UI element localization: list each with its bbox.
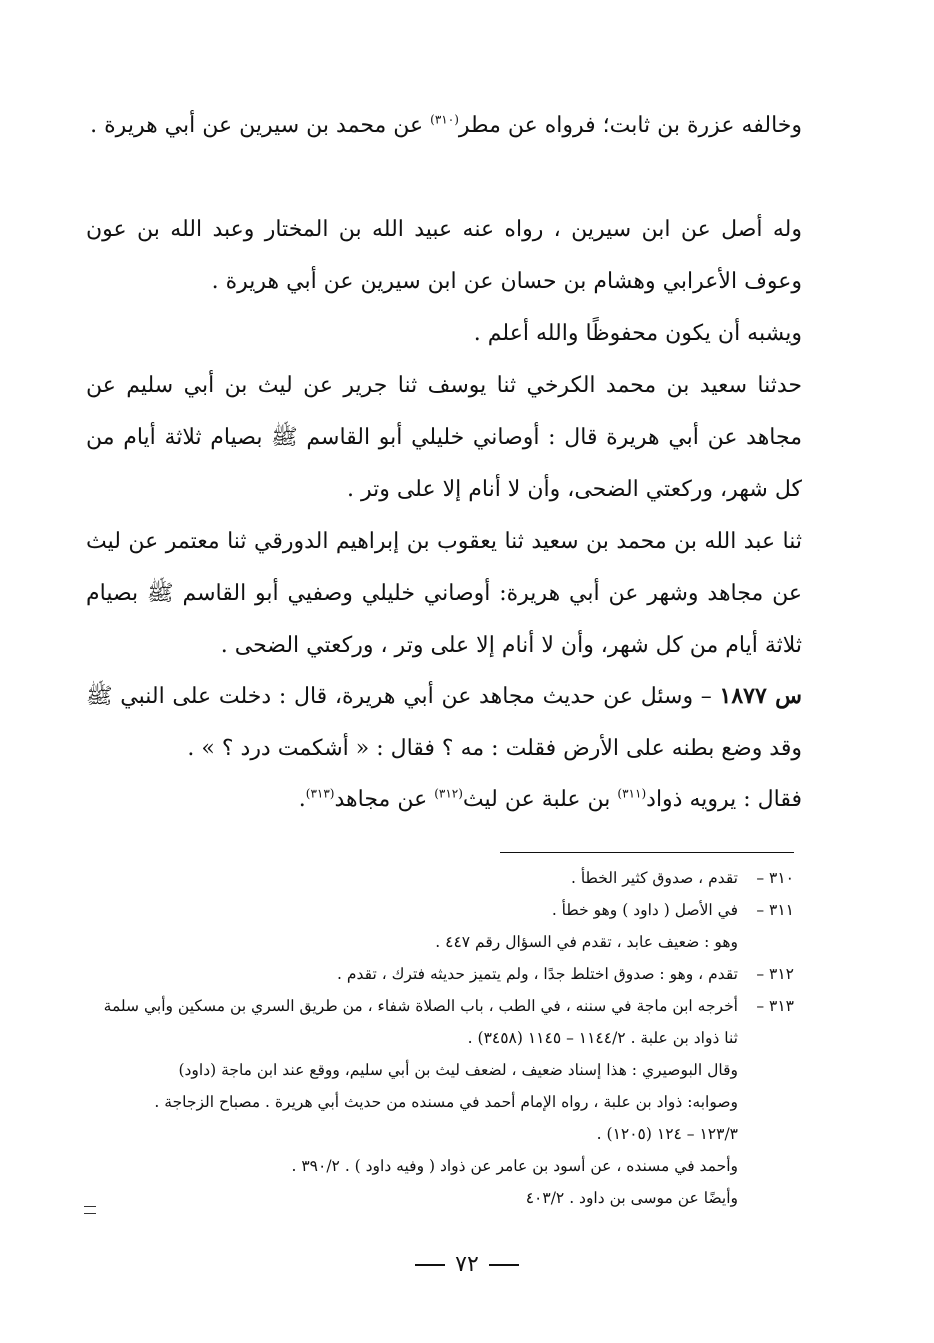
footnote-ref-311[interactable]: (٣١١) bbox=[617, 786, 647, 801]
footnote-text: تقدم ، وهو : صدوق اختلط جدًا ، ولم يتميز حديثه فترك ، تقدم . bbox=[337, 965, 738, 983]
answer-text-d: . bbox=[298, 787, 306, 812]
footnote-ref-310[interactable]: (٣١٠) bbox=[430, 112, 459, 127]
answer-text-c: عن مجاهد bbox=[334, 787, 435, 812]
footnote-311 bbox=[84, 894, 794, 926]
margin-equals-mark bbox=[84, 1206, 96, 1214]
page-number bbox=[0, 1252, 934, 1277]
footnote-310 bbox=[84, 862, 794, 894]
paragraph-3: ويشبه أن يكون محفوظًا والله أعلم . bbox=[473, 321, 802, 346]
footnote-313-line-7 bbox=[84, 1182, 794, 1214]
footnote-text: وأيضًا عن موسى بن داود . ٤٠٣/٢ bbox=[525, 1189, 738, 1207]
footnote-text: وقال البوصيري : هذا إسناد ضعيف ، لضعف ليث بن أبي سليم، ووقع عند ابن ماجة (داود) bbox=[178, 1061, 738, 1079]
footnote-313-line-5 bbox=[84, 1118, 794, 1150]
footnote-text: وأحمد في مسنده ، عن أسود بن عامر عن ذواد ( وفيه داود ) . ٣٩٠/٢ . bbox=[291, 1157, 738, 1175]
question-text: – وسئل عن حديث مجاهد عن أبي هريرة، قال : دخلت على النبي ﷺ وقد وضع بطنه على الأرض فقلت : مه ؟ فقال : « أشكمت درد ؟ » . bbox=[86, 684, 802, 761]
question-number: س ١٨٧٧ bbox=[719, 683, 803, 709]
paragraph-5: ثنا عبد الله بن محمد بن سعيد ثنا يعقوب بن إبراهيم الدورقي ثنا معتمر عن ليث عن مجاهد وشهر عن أبي هريرة: أوصاني خليلي وصفيي أبو القاسم ﷺ بصيام ثلاثة أيام من كل شهر، وأن لا أنام إلا على وتر ، وركعتي الضحى . bbox=[86, 529, 802, 658]
footnote-312 bbox=[84, 958, 794, 990]
page-number-value: ٧٢ bbox=[455, 1252, 479, 1277]
page-number-dash-right bbox=[415, 1264, 445, 1266]
footnote-number: ٣١١ – bbox=[756, 901, 794, 919]
paragraph-1 bbox=[86, 100, 802, 152]
footnote-text: وصوابه: ذواد بن علبة ، رواه الإمام أحمد في مسنده من حديث أبي هريرة . مصباح الزجاجة . bbox=[154, 1093, 738, 1111]
answer-paragraph bbox=[86, 774, 802, 826]
footnote-ref-312[interactable]: (٣١٢) bbox=[434, 786, 463, 801]
footnotes-section bbox=[84, 862, 794, 1214]
answer-text-a: فقال : يرويه ذواد bbox=[646, 787, 802, 812]
footnote-313-line-4 bbox=[84, 1086, 794, 1118]
footnote-313-line-3 bbox=[84, 1054, 794, 1086]
footnote-text: ثنا ذواد بن علبة . ١١٤٤/٢ – ١١٤٥ (٣٤٥٨) . bbox=[467, 1029, 738, 1047]
paragraph-4: حدثنا سعيد بن محمد الكرخي ثنا يوسف ثنا جرير عن ليث بن أبي سليم عن مجاهد عن أبي هريرة قال : أوصاني خليلي أبو القاسم ﷺ بصيام ثلاثة أيام من كل شهر، وركعتي الضحى، وأن لا أنام إلا على وتر . bbox=[86, 373, 802, 502]
question-paragraph bbox=[86, 670, 802, 775]
footnote-number: ٣١٠ – bbox=[756, 869, 794, 887]
page-number-dash-left bbox=[489, 1264, 519, 1266]
footnote-text: وهو : ضعيف عابد ، تقدم في السؤال رقم ٤٤٧ . bbox=[435, 933, 738, 951]
footnote-313-line-6 bbox=[84, 1150, 794, 1182]
footnote-text: في الأصل ( داود ) وهو خطأ . bbox=[551, 901, 738, 919]
footnote-ref-313[interactable]: (٣١٣) bbox=[305, 786, 335, 801]
footnote-number: ٣١٢ – bbox=[756, 965, 794, 983]
footnote-number: ٣١٣ – bbox=[756, 997, 794, 1015]
paragraph-1-text-b: عن محمد بن سيرين عن أبي هريرة . bbox=[90, 113, 431, 138]
paragraph-1-text-a: وخالفه عزرة بن ثابت؛ فرواه عن مطر bbox=[458, 113, 802, 138]
paragraph-2: وله أصل عن ابن سيرين ، رواه عنه عبيد الله بن المختار وعبد الله بن عون وعوف الأعرابي وهشام بن حسان عن ابن سيرين عن أبي هريرة . bbox=[86, 217, 802, 294]
answer-text-b: بن علبة عن ليث bbox=[462, 787, 618, 812]
footnote-313-line-2 bbox=[84, 1022, 794, 1054]
footnote-311-continued bbox=[84, 926, 794, 958]
footnote-separator bbox=[500, 852, 794, 853]
footnote-313 bbox=[84, 990, 794, 1022]
footnote-text: أخرجه ابن ماجة في سننه ، في الطب ، باب الصلاة شفاء ، من طريق السري بن مسكين وأبي سلمة bbox=[103, 997, 738, 1015]
footnote-text: تقدم ، صدوق كثير الخطأ . bbox=[570, 869, 738, 887]
footnote-text: ١٢٣/٣ – ١٢٤ (١٢٠٥) . bbox=[596, 1125, 738, 1143]
